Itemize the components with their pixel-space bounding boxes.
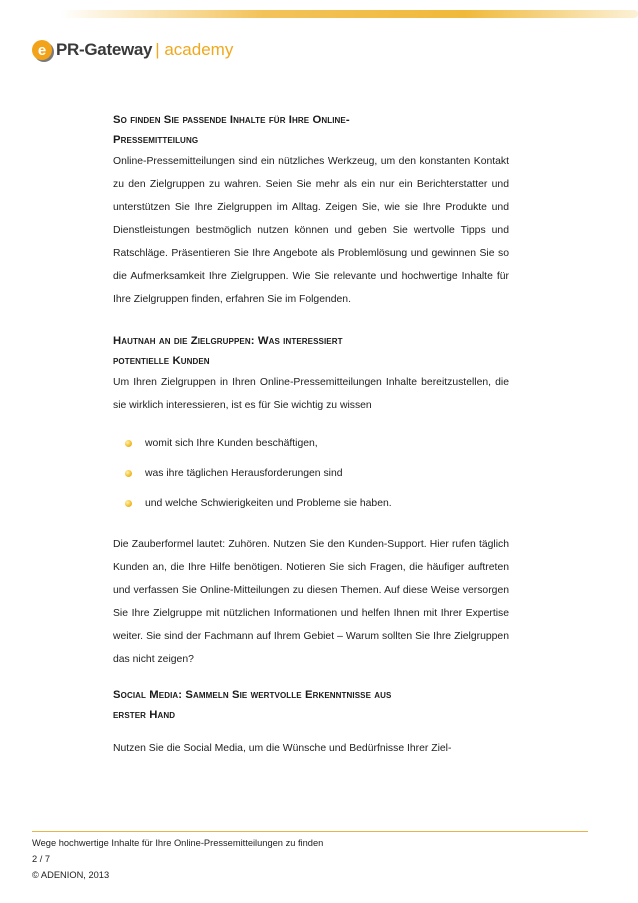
heading-line: Pressemitteilung [113, 134, 199, 146]
footer-divider [32, 831, 588, 832]
heading-line: So finden Sie passende Inhalte für Ihre Online- [113, 114, 350, 126]
paragraph-social-media: Nutzen Sie die Social Media, um die Wünsche und Bedürfnisse Ihrer Ziel- [113, 743, 452, 754]
list-item-text: womit sich Ihre Kunden beschäftigen, [145, 438, 318, 449]
logo-academy-text: | academy [155, 40, 234, 59]
logo-e-icon: e [32, 40, 52, 60]
document-body [113, 110, 509, 760]
section-heading-inhalte [113, 110, 509, 150]
footer-page-number: 2 / 7 [32, 854, 51, 864]
heading-line: Social Media: Sammeln Sie wertvolle Erkenntnisse aus [113, 689, 392, 701]
footer-copyright: © ADENION, 2013 [32, 870, 110, 880]
bullet-list [113, 429, 509, 519]
logo-brand-text: PR-Gateway [56, 40, 153, 59]
section-heading-social-media [113, 685, 509, 725]
pr-gateway-logo [32, 36, 233, 64]
bullet-dot-icon [125, 500, 132, 507]
heading-line: potentielle Kunden [113, 355, 210, 367]
list-item [113, 489, 509, 519]
list-item-text: was ihre täglichen Herausforderungen sind [145, 468, 343, 479]
page-footer [32, 835, 323, 883]
header-decorative-band [60, 10, 638, 18]
paragraph-intro: Online-Pressemitteilungen sind ein nützliches Werkzeug, um den konstanten Kontakt zu den Zielgruppen zu wahren. Seien Sie mehr als ein nur ein Berichterstatter und unterstützen Sie Ihre Zielgruppen im Alltag. Zeigen Sie, wie sie Ihre Produkte und Dienstleistungen bestmöglich nutzen können und geben Sie wertvolle Tipps und Ratschläge. Präsentieren Sie Ihre Angebote als Problemlösung und gewinnen Sie so die Aufmerksamkeit Ihre Zielgruppen. Wie Sie relevante und hochwertige Inhalte für Ihre Zielgruppen finden, erfahren Sie im Folgenden. [113, 156, 509, 305]
bullet-dot-icon [125, 440, 132, 447]
paragraph-zauberformel: Die Zauberformel lautet: Zuhören. Nutzen Sie den Kunden-Support. Hier rufen täglich Kunden an, die Ihre Hilfe benötigen. Notieren Sie sich Fragen, die häufiger auftreten und verfassen Sie Online-Mitteilungen zu diesen Themen. Auf diese Weise versorgen Sie Ihre Zielgruppe mit nützlichen Informationen und helfen Ihnen mit Ihrer Expertise weiter. Sie sind der Fachmann auf Ihrem Gebiet – Warum sollten Sie Ihre Zielgruppen das nicht zeigen? [113, 539, 509, 665]
paragraph-zielgruppen: Um Ihren Zielgruppen in Ihren Online-Pressemitteilungen Inhalte bereitzustellen, die sie wirklich interessieren, ist es für Sie wichtig zu wissen [113, 377, 509, 411]
heading-line: erster Hand [113, 709, 176, 721]
list-item-text: und welche Schwierigkeiten und Probleme sie haben. [145, 498, 392, 509]
bullet-dot-icon [125, 470, 132, 477]
section-heading-zielgruppen [113, 331, 509, 371]
list-item [113, 459, 509, 489]
list-item [113, 429, 509, 459]
heading-line: Hautnah an die Zielgruppen: Was interessiert [113, 335, 343, 347]
footer-doc-title: Wege hochwertige Inhalte für Ihre Online-Pressemitteilungen zu finden [32, 838, 324, 848]
